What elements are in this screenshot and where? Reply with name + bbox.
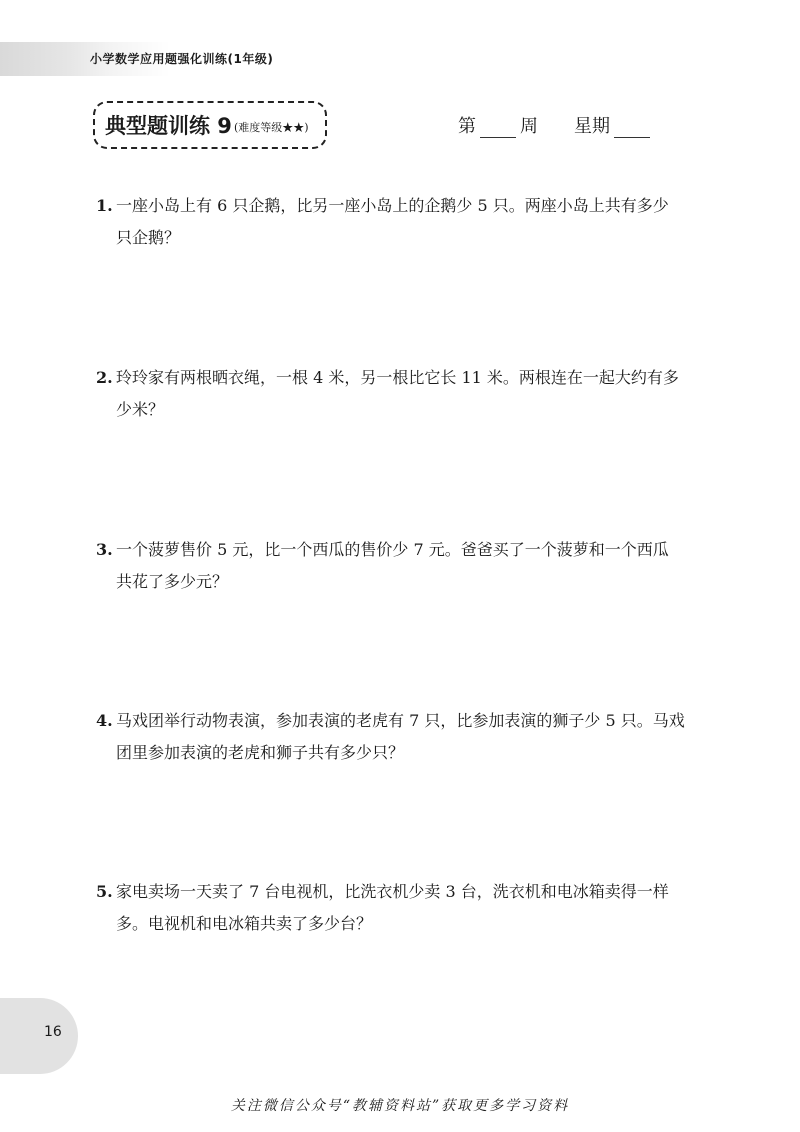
week-label-di: 第: [458, 116, 476, 137]
question-text: 一个菠萝售价 5 元，比一个西瓜的售价少 7 元。爸爸买了一个菠萝和一个西瓜: [116, 540, 669, 559]
question-text-cont: 少米？: [116, 400, 165, 419]
question-number: 4.: [96, 711, 113, 730]
section-title-box: [93, 101, 327, 149]
question-text-cont: 多。电视机和电冰箱共卖了多少台？: [116, 914, 373, 933]
question-text: 马戏团举行动物表演，参加表演的老虎有 7 只，比参加表演的狮子少 5 只。马戏: [116, 711, 685, 730]
page-number-tab: [0, 998, 78, 1074]
book-title: 小学数学应用题强化训练(1年级): [90, 52, 274, 66]
week-label-zhou: 周: [520, 116, 538, 137]
question-text-cont: 共花了多少元？: [116, 572, 229, 591]
question-5: [96, 876, 716, 940]
question-3: [96, 534, 716, 598]
section-title: 典型题训练 9: [105, 114, 232, 138]
week-day-field: [458, 112, 650, 138]
question-text: 一座小岛上有 6 只企鹅，比另一座小岛上的企鹅少 5 只。两座小岛上共有多少: [116, 196, 669, 215]
question-text: 玲玲家有两根晒衣绳，一根 4 米，另一根比它长 11 米。两根连在一起大约有多: [116, 368, 679, 387]
question-number: 5.: [96, 882, 113, 901]
question-text-cont: 只企鹅？: [116, 228, 181, 247]
question-number: 2.: [96, 368, 113, 387]
question-number: 3.: [96, 540, 113, 559]
footer-note: 关注微信公众号“教辅资料站”获取更多学习资料: [230, 1098, 570, 1114]
weekday-blank[interactable]: [614, 119, 650, 138]
question-number: 1.: [96, 196, 113, 215]
question-text-cont: 团里参加表演的老虎和狮子共有多少只？: [116, 743, 405, 762]
question-text: 家电卖场一天卖了 7 台电视机，比洗衣机少卖 3 台，洗衣机和电冰箱卖得一样: [116, 882, 669, 901]
question-1: [96, 190, 716, 254]
question-2: [96, 362, 716, 426]
weekday-label: 星期: [574, 116, 610, 137]
page-number: 16: [44, 1024, 62, 1040]
question-4: [96, 705, 716, 769]
difficulty-label: (难度等级★★): [233, 121, 309, 134]
week-blank[interactable]: [480, 119, 516, 138]
